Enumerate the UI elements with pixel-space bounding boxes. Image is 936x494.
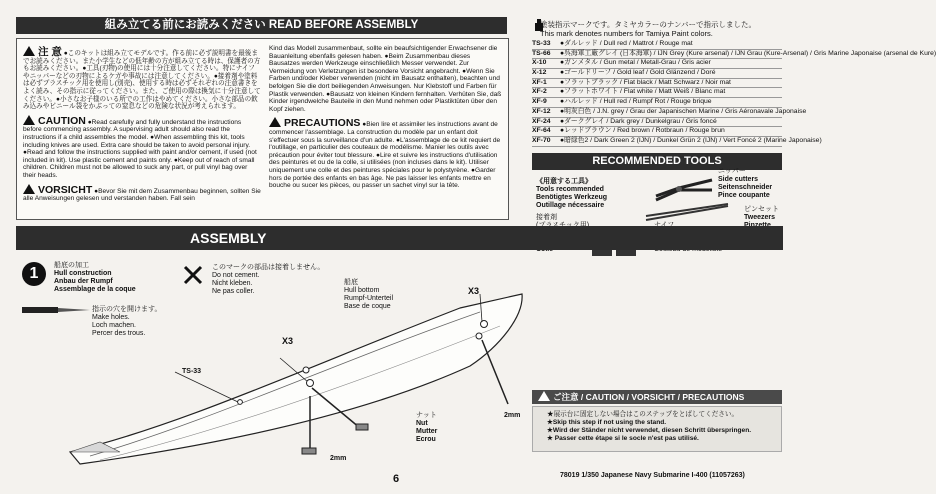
- paint-note-en: This mark denotes numbers for Tamiya Paint colors.: [540, 29, 713, 38]
- read-before-right-column: [269, 45, 502, 193]
- paint-name: ●呉海軍工廠グレイ (日本海軍) / IJN Grey (Kure arsenal) / IJN Grau (Kure-Arsenal) / Gris Marine Japonaise (arsenal de Kure): [560, 49, 936, 57]
- nocement-de: Nicht kleben.: [212, 280, 253, 287]
- paint-code: TS-66: [532, 49, 551, 57]
- page-number: 6: [393, 473, 400, 485]
- read-before-left-column: [23, 45, 261, 206]
- caution-line-de: ★Wird der Ständer nicht verwendet, diesen Schritt überspringen.: [547, 427, 752, 434]
- german-text: Kind das Modell zusammenbaut, sollte ein beaufsichtigender Erwachsener die Bauanleitung ebenfalls gelesen haben. ●Beim Zusammenbau dieses Bausatzes werden Werkzeuge einschließlich Messer verwendet. Zur Vermeidung von Verletzungen ist besondere Vorsicht angebracht. ●Wenn Sie Farben und/oder Kleber verwenden (nicht im Bausatz enthalten), beachten und befolgen Sie die dort beiliegenden Anweisungen. Nur Klebstoff und Farben für Plastik verwenden. ●Bausatz von kleinen Kindern fernhalten. Verhüten Sie, daß Kinder irgendwelche Bauteile in den Mund nehmen oder Plastiktüten über den Kopf ziehen.: [269, 45, 502, 113]
- nocement-fr: Ne pas coller.: [212, 288, 255, 295]
- tools-heading-en: Tools recommended: [536, 186, 604, 193]
- paint-note-jp: 塗装指示マークです。タミヤカラーのナンバーで指示しました。: [540, 20, 756, 29]
- step-title-jp: 船底の加工: [54, 262, 89, 269]
- paint-code: XF-1: [532, 78, 547, 86]
- x3-left-label: X3: [282, 336, 294, 346]
- tools-heading-fr: Outillage nécessaire: [536, 202, 605, 209]
- precautions-heading: PRECAUTIONS: [284, 117, 361, 130]
- paint-name: ●ダルレッド / Dull red / Mattrot / Rouge mat: [560, 40, 693, 47]
- screw-length-right: 2mm: [504, 412, 521, 419]
- paint-row: [532, 98, 782, 108]
- caution-line-jp: ★展示台に固定しない場合はこのステップをとばしてください。: [547, 411, 739, 418]
- paint-row: [532, 49, 936, 60]
- nut-jp: ナット: [416, 412, 437, 419]
- step-title-en: Hull construction: [54, 270, 112, 277]
- warning-icon: [538, 391, 550, 401]
- hull-jp: 船底: [344, 279, 358, 286]
- caution-text: ●Read carefully and fully understand the instructions before commencing assembly. A supervising adult should also read the instructions if a child assembles the model. ●When assembling this kit, tools including knives are used. Extra care should be taken to avoid personal injury. ●Read and follow the instructions supplied with paint and/or cement, if used (not included in kit). Use plastic cement and paints only. ●Keep out of reach of small children. Children must not be allowed to suck any part, or pull vinyl bag over their heads.: [23, 118, 257, 179]
- paint-note: [540, 20, 756, 38]
- tools-heading: [536, 178, 607, 210]
- paint-row: [532, 118, 782, 128]
- warning-icon: [23, 115, 35, 125]
- chui-heading: 注 意: [38, 46, 62, 58]
- holes-en: Make holes.: [92, 314, 130, 321]
- paint-code: TS-33: [532, 40, 551, 47]
- paint-name: ●ダークグレイ / Dark grey / Dunkelgrau / Gris foncé: [560, 117, 717, 125]
- caution-box-title-text: ご注意 / CAUTION / VORSICHT / PRECAUTIONS: [553, 392, 745, 402]
- vorsicht-text: ●Bevor Sie mit dem Zusammenbau beginnen, sollten Sie alle Anweisungen gelesen und verstanden haben. Fall sein: [23, 187, 261, 203]
- paint-code: XF-12: [532, 107, 551, 115]
- step-title-de: Anbau der Rumpf: [54, 278, 113, 285]
- paint-row: [532, 69, 782, 79]
- caution-line-fr: ★ Passer cette étape si le socle n'est pas utilisé.: [547, 435, 699, 442]
- paint-row: [532, 107, 807, 118]
- read-before-assembly-title: 組み立てる前にお読みください READ BEFORE ASSEMBLY: [16, 17, 507, 34]
- paint-row: [532, 88, 782, 98]
- hull-drawing: [60, 286, 530, 470]
- paint-row: [532, 59, 782, 69]
- product-code: 78019 1/350 Japanese Navy Submarine I-400 (11057263): [560, 472, 745, 479]
- cutter-de: Seitenschneider: [718, 184, 773, 191]
- tools-heading-jp: 《用意する工具》: [536, 178, 592, 185]
- nut-de: Mutter: [416, 428, 438, 435]
- paint-name: ●フラットホワイト / Flat white / Matt Weiß / Blanc mat: [560, 88, 726, 96]
- nocement-en: Do not cement.: [212, 272, 260, 279]
- holes-de: Loch machen.: [92, 322, 136, 329]
- paint-name: ●ゴールドリーフ / Gold leaf / Gold Glänzend / Doré: [560, 69, 716, 77]
- paint-row: [532, 40, 782, 50]
- ts33-label: TS-33: [182, 368, 202, 375]
- tools-heading-de: Benötigtes Werkzeug: [536, 194, 608, 201]
- read-before-box: [16, 38, 509, 220]
- cutter-fr: Pince coupante: [718, 192, 770, 199]
- caution-box-title: [532, 390, 782, 404]
- nut-fr: Ecrou: [416, 436, 436, 443]
- paint-color-list: [532, 40, 936, 147]
- nocement-jp: このマークの部品は接着しません。: [212, 264, 325, 271]
- cutter-en: Side cutters: [718, 176, 759, 183]
- cutter-jp: ニッパー: [718, 168, 746, 175]
- paint-name: ●ハルレッド / Hull red / Rumpf Rot / Rouge brique: [560, 98, 712, 106]
- warning-icon: [269, 117, 281, 127]
- precautions-text: ●Bien lire et assimiler les instructions avant de commencer l'assemblage. La construction du modèle par un enfant doit s'effectuer sous la surveillance d'un adulte. ●L'assemblage de ce kit requiert de l'outillage, en particulier des couteaux de modélisme. Manier les outils avec précaution pour éviter tout blessure. ●Lire et suivre les instructions d'utilisation des peintures et ou de la colle, si utilisées (non incluses dans le kit). Utiliser uniquement une colle et des peintures spéciales pour le polystyrène. ●Garder hors de portée des enfants en bas âge. Ne pas laisser les enfants mettre en bouche ou sucer les pièces, ou passer un sachet vinyl sur la tête.: [269, 121, 501, 190]
- paint-code: XF-2: [532, 88, 547, 96]
- paint-row: [532, 136, 822, 147]
- paint-row: [532, 127, 782, 137]
- step-number: 1: [22, 262, 46, 286]
- warning-icon: [23, 46, 35, 56]
- paint-row: [532, 79, 782, 89]
- paint-name: ●フラットブラック / Flat black / Matt Schwarz / Noir mat: [560, 78, 731, 86]
- holes-jp: 指示の穴を開けます。: [92, 306, 162, 313]
- hull-de: Rumpf-Unterteil: [344, 295, 394, 302]
- hull-fr: Base de coque: [344, 303, 391, 310]
- paint-code: X-10: [532, 59, 547, 67]
- vorsicht-heading: VORSICHT: [38, 183, 93, 196]
- step-title-fr: Assemblage de la coque: [54, 286, 136, 293]
- warning-icon: [23, 184, 35, 194]
- paint-code: XF-64: [532, 127, 551, 135]
- screw-length-bottom: 2mm: [330, 455, 347, 462]
- paint-code: XF-70: [532, 136, 551, 144]
- x3-right-label: X3: [468, 286, 480, 296]
- tweezer-en: Tweezers: [744, 214, 775, 221]
- paint-code: XF-9: [532, 98, 547, 106]
- nut-label: [416, 412, 437, 444]
- no-cement-icon: [182, 264, 204, 286]
- caution-line-en: ★Skip this step if not using the stand.: [547, 419, 667, 426]
- hull-en: Hull bottom: [344, 287, 380, 294]
- chui-text: ●このキットは組み立てモデルです。作る前に必ず説明書を最後までお読みください。また小学生などの低年齢の方が組み立てる時は、保護者の方もお読みください。●工具(刃物)の使用には十分注意してください。特にナイフやニッパーなどの刃物によるケガや事故には注意してください。●接着剤や塗料は必ずプラスチック用を使用し(別売)、使用する時は必ずそれぞれの注意書きをよく読み、その指示に従ってください。また、ご使用の際は換気に十分注意してください。●小さなお子様のいる所での工作はやめてください。小さな部品の飲み込みやビニール袋をかぶっての窒息などの危険な状況が考えられます。: [23, 50, 261, 111]
- cement-jp: 接着剤: [536, 214, 557, 221]
- caution-heading: CAUTION: [38, 114, 86, 127]
- assembly-title: ASSEMBLY: [190, 230, 267, 246]
- paint-name: ●ガンメタル / Gun metal / Metall-Grau / Gris acier: [560, 59, 711, 67]
- assembly-title-bar: [16, 226, 783, 250]
- nut-en: Nut: [416, 420, 428, 427]
- tweezer-jp: ピンセット: [744, 206, 779, 213]
- recommended-tools-title: RECOMMENDED TOOLS: [532, 153, 782, 170]
- paint-code: X-12: [532, 69, 547, 77]
- paint-name: ●明灰白色 / J.N. grey / Grau der Japanischen Marine / Gris Aéronavale Japonaise: [560, 107, 807, 115]
- paint-code: XF-24: [532, 117, 551, 125]
- holes-fr: Percer des trous.: [92, 330, 146, 337]
- paint-name: ●レッドブラウン / Red brown / Rotbraun / Rouge brun: [560, 127, 725, 135]
- caution-box: [532, 406, 782, 452]
- paint-name: ●暗緑色2 / Dark Green 2 (IJN) / Dunkel Grün 2 (IJN) / Vert Foncé 2 (Marine Japonaise): [560, 136, 822, 144]
